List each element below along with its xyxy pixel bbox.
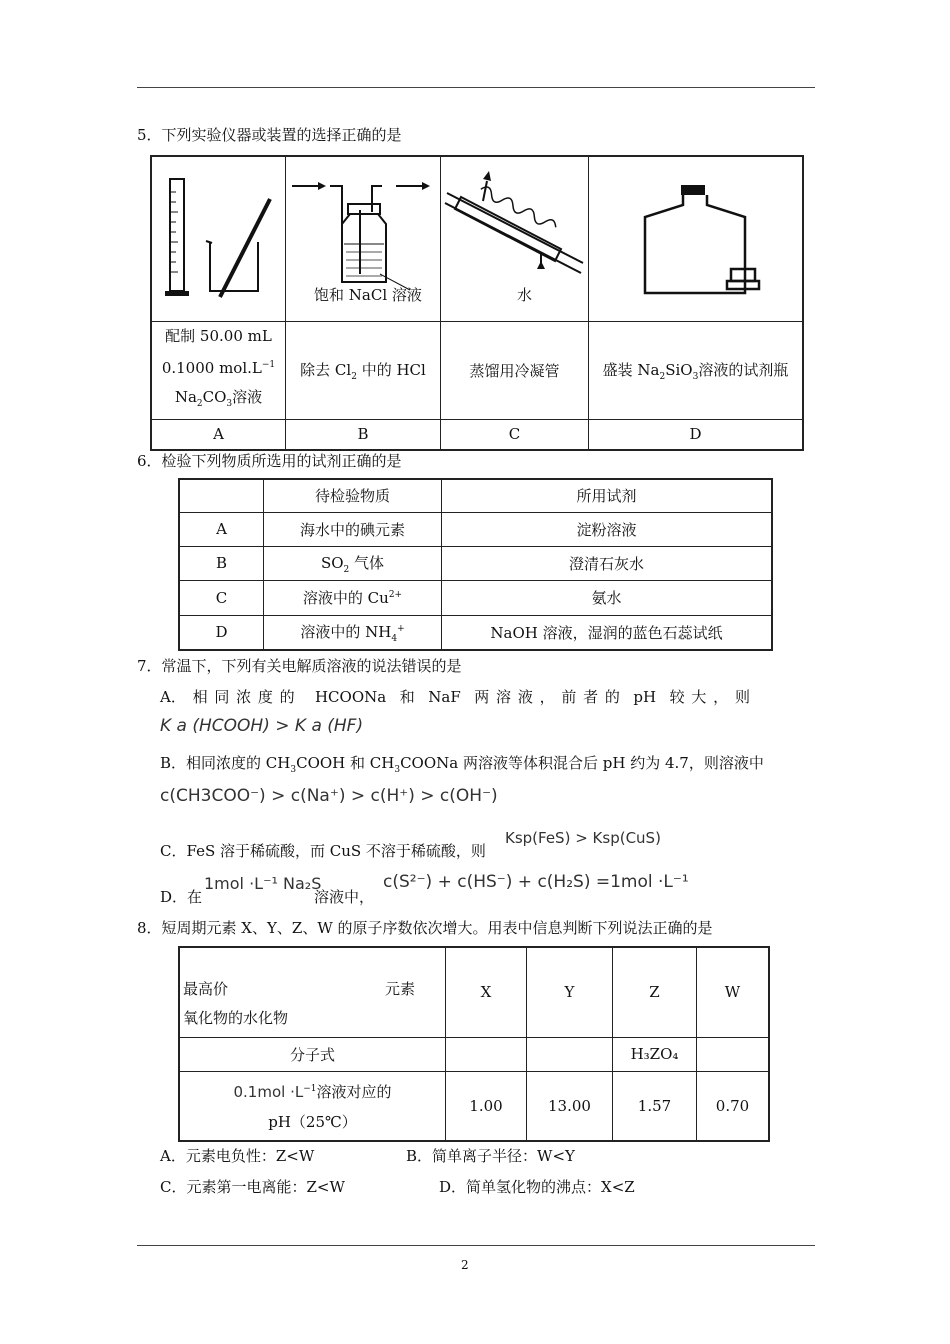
q8-header-cell: 最高价 元素 氧化物的水化物 (179, 947, 446, 1037)
table-row: B $SO_2$ 气体 澄清石灰水 (179, 546, 772, 580)
table-row: C 溶液中的 $Cu^{2+}$ 氨水 (179, 580, 772, 615)
q7-option-d-conc: 1mol ·L⁻¹ Na₂S (204, 874, 322, 893)
q8-option-c: C．元素第一电离能：Z<W (160, 1178, 345, 1196)
q6-table (178, 478, 773, 651)
q7-option-c-line: C．FeS 溶于稀硫酸，而 CuS 不溶于稀硫酸，则 (160, 842, 486, 860)
q7-option-b-line: B．相同浓度的 $CH_3COOH$ 和 $CH_3COONa$ 两溶液等体积混合后 pH 约为 4.7，则溶液中 (160, 754, 764, 775)
table-row: 分子式 H₃ZO₄ (179, 1037, 769, 1071)
q5-desc-a: 配制 50.00 mL 0.1000 $mol.L^{-1}$ $Na_2CO_3$溶液 (151, 322, 286, 420)
q8-stem: 8．短周期元素 X、Y、Z、W 的原子序数依次增大。用表中信息判断下列说法正确的是 (137, 919, 713, 937)
q6-header-substance: 待检验物质 (264, 479, 442, 512)
q7-option-c-formula: Ksp(FeS) > Ksp(CuS) (505, 829, 661, 847)
q8-table: 最高价 元素 氧化物的水化物 X Y Z W 分子式 H₃ZO₄ $0.1mol \cdot L^{-1}$溶液对应的 pH（25℃） 1.00 13.00 1.57 0.70 (178, 946, 770, 1142)
q5-letter-a: A (151, 420, 286, 450)
q5-letter-c: C (441, 420, 589, 450)
table-row: $0.1mol \cdot L^{-1}$溶液对应的 pH（25℃） 1.00 13.00 1.57 0.70 (179, 1071, 769, 1141)
top-rule (137, 87, 815, 88)
q8-option-d: D．简单氢化物的沸点：X<Z (439, 1178, 635, 1196)
q5-desc-d: 盛装 $Na_2SiO_3$溶液的试剂瓶 (589, 322, 804, 420)
q7-option-d-formula: c(S²⁻) + c(HS⁻) + c(H₂S) =1mol ·L⁻¹ (383, 872, 689, 892)
q7-option-a-formula: K a (HCOOH) > K a (HF) (160, 716, 364, 736)
q5-letter-d: D (589, 420, 804, 450)
q8-option-b: B．简单离子半径：W<Y (406, 1147, 575, 1165)
q7-option-b-formula: c(CH3COO⁻) > c(Na⁺) > c(H⁺) > c(OH⁻) (160, 786, 498, 806)
q6-stem: 6．检验下列物质所选用的试剂正确的是 (137, 452, 402, 470)
bottom-rule (137, 1245, 815, 1246)
q7-stem: 7．常温下，下列有关电解质溶液的说法错误的是 (137, 657, 462, 675)
q5-desc-b: 除去 $Cl_2$ 中的 HCl (286, 322, 441, 420)
table-row: A 海水中的碘元素 淀粉溶液 (179, 512, 772, 546)
q6-header-reagent: 所用试剂 (442, 479, 773, 512)
q5-letter-b: B (286, 420, 441, 450)
cylinder-beaker-rod-icon (152, 157, 285, 317)
q8-option-a: A．元素电负性：Z<W (160, 1147, 315, 1165)
q5-image-b (286, 156, 441, 322)
q7-option-d-mid: 溶液中， (314, 888, 375, 906)
table-row: D 溶液中的 $NH_4^+$ NaOH 溶液，湿润的蓝色石蕊试纸 (179, 615, 772, 650)
q5-image-b-label: 饱和 NaCl 溶液 (314, 286, 422, 304)
q5-desc-c: 蒸馏用冷凝管 (441, 322, 589, 420)
q5-image-a (151, 156, 286, 322)
q7-option-a-line: A． 相 同 浓 度 的 HCOONa 和 NaF 两 溶 液 ， 前 者 的 pH 较 大 ， 则 (160, 688, 750, 706)
q5-table (150, 155, 804, 451)
q5-stem: 5．下列实验仪器或装置的选择正确的是 (137, 126, 402, 144)
q5-image-d (589, 156, 804, 322)
q5-image-c-label: 水 (517, 286, 533, 304)
page-number: 2 (461, 1258, 469, 1272)
q7-option-d-prefix: D．在 (160, 888, 203, 906)
reagent-bottle-icon (589, 157, 802, 317)
q5-image-c (441, 156, 589, 322)
condenser-icon (441, 157, 588, 317)
